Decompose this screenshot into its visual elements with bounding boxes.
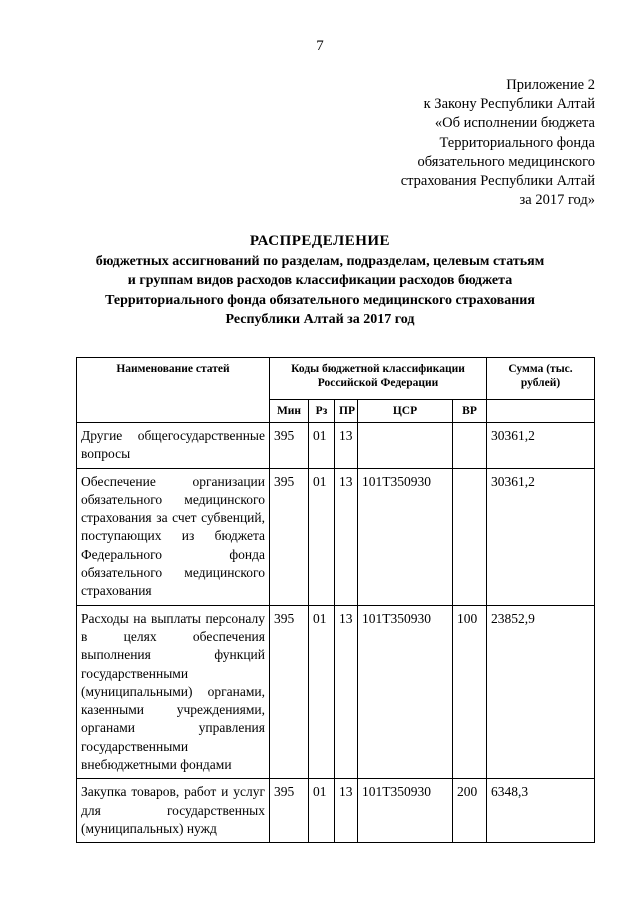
header-rz: Рз xyxy=(309,400,335,423)
appendix-line: Территориального фонда xyxy=(439,134,595,151)
appendix-line: Приложение 2 xyxy=(506,77,595,93)
row-name: Расходы на выплаты персоналу в целях обеспечения выполнения функций государственными (муниципальными) органами, казенными учреждениями, органами управления государственными внебюджетными фондами xyxy=(77,605,270,779)
row-vr xyxy=(453,468,487,605)
row-min: 395 xyxy=(270,605,309,779)
document-title xyxy=(0,232,640,330)
appendix-line: «Об исполнении бюджета xyxy=(434,115,595,132)
header-min: Мин xyxy=(270,400,309,423)
row-pr: 13 xyxy=(335,779,358,843)
row-pr: 13 xyxy=(335,468,358,605)
title-line: бюджетных ассигнований по разделам, подразделам, целевым статьям xyxy=(95,253,545,269)
row-name: Другие общегосударственные вопросы xyxy=(77,423,270,469)
appendix-line: обязательного медицинского xyxy=(417,153,595,170)
table-row xyxy=(77,468,595,605)
appendix-line: к Закону Республики Алтай xyxy=(423,96,595,113)
appendix-line: за 2017 год» xyxy=(519,192,595,209)
header-codes: Коды бюджетной классификации Российской Федерации xyxy=(270,358,487,400)
row-rz: 01 xyxy=(309,779,335,843)
header-sum-empty xyxy=(487,400,595,423)
appendix-line: страхования Республики Алтай xyxy=(400,173,595,190)
row-csr xyxy=(358,423,453,469)
table-row xyxy=(77,779,595,843)
header-name: Наименование статей xyxy=(77,358,270,423)
header-sum: Сумма (тыс. рублей) xyxy=(487,358,595,400)
title-line: Территориального фонда обязательного медицинского страхования xyxy=(105,292,535,308)
table-row xyxy=(77,605,595,779)
row-min: 395 xyxy=(270,779,309,843)
row-csr: 101Т350930 xyxy=(358,605,453,779)
row-csr: 101Т350930 xyxy=(358,468,453,605)
row-name: Закупка товаров, работ и услуг для государственных (муниципальных) нужд xyxy=(77,779,270,843)
title-line: Республики Алтай за 2017 год xyxy=(225,312,415,327)
header-vr: ВР xyxy=(453,400,487,423)
title-line: и группам видов расходов классификации расходов бюджета xyxy=(127,273,513,288)
row-pr: 13 xyxy=(335,605,358,779)
title-main: РАСПРЕДЕЛЕНИЕ xyxy=(249,233,391,249)
row-sum: 6348,3 xyxy=(487,779,595,843)
header-csr: ЦСР xyxy=(358,400,453,423)
row-rz: 01 xyxy=(309,605,335,779)
row-pr: 13 xyxy=(335,423,358,469)
header-pr: ПР xyxy=(335,400,358,423)
row-sum: 30361,2 xyxy=(487,423,595,469)
row-min: 395 xyxy=(270,423,309,469)
table-row xyxy=(77,423,595,469)
row-csr: 101Т350930 xyxy=(358,779,453,843)
row-rz: 01 xyxy=(309,468,335,605)
row-sum: 30361,2 xyxy=(487,468,595,605)
row-vr: 100 xyxy=(453,605,487,779)
row-vr: 200 xyxy=(453,779,487,843)
row-sum: 23852,9 xyxy=(487,605,595,779)
page-number: 7 xyxy=(316,38,324,54)
budget-table xyxy=(76,357,595,843)
row-vr xyxy=(453,423,487,469)
appendix-note xyxy=(401,76,595,210)
row-name: Обеспечение организации обязательного медицинского страхования за счет субвенций, поступающих из бюджета Федерального фонда обязательного медицинского страхования xyxy=(77,468,270,605)
row-rz: 01 xyxy=(309,423,335,469)
row-min: 395 xyxy=(270,468,309,605)
